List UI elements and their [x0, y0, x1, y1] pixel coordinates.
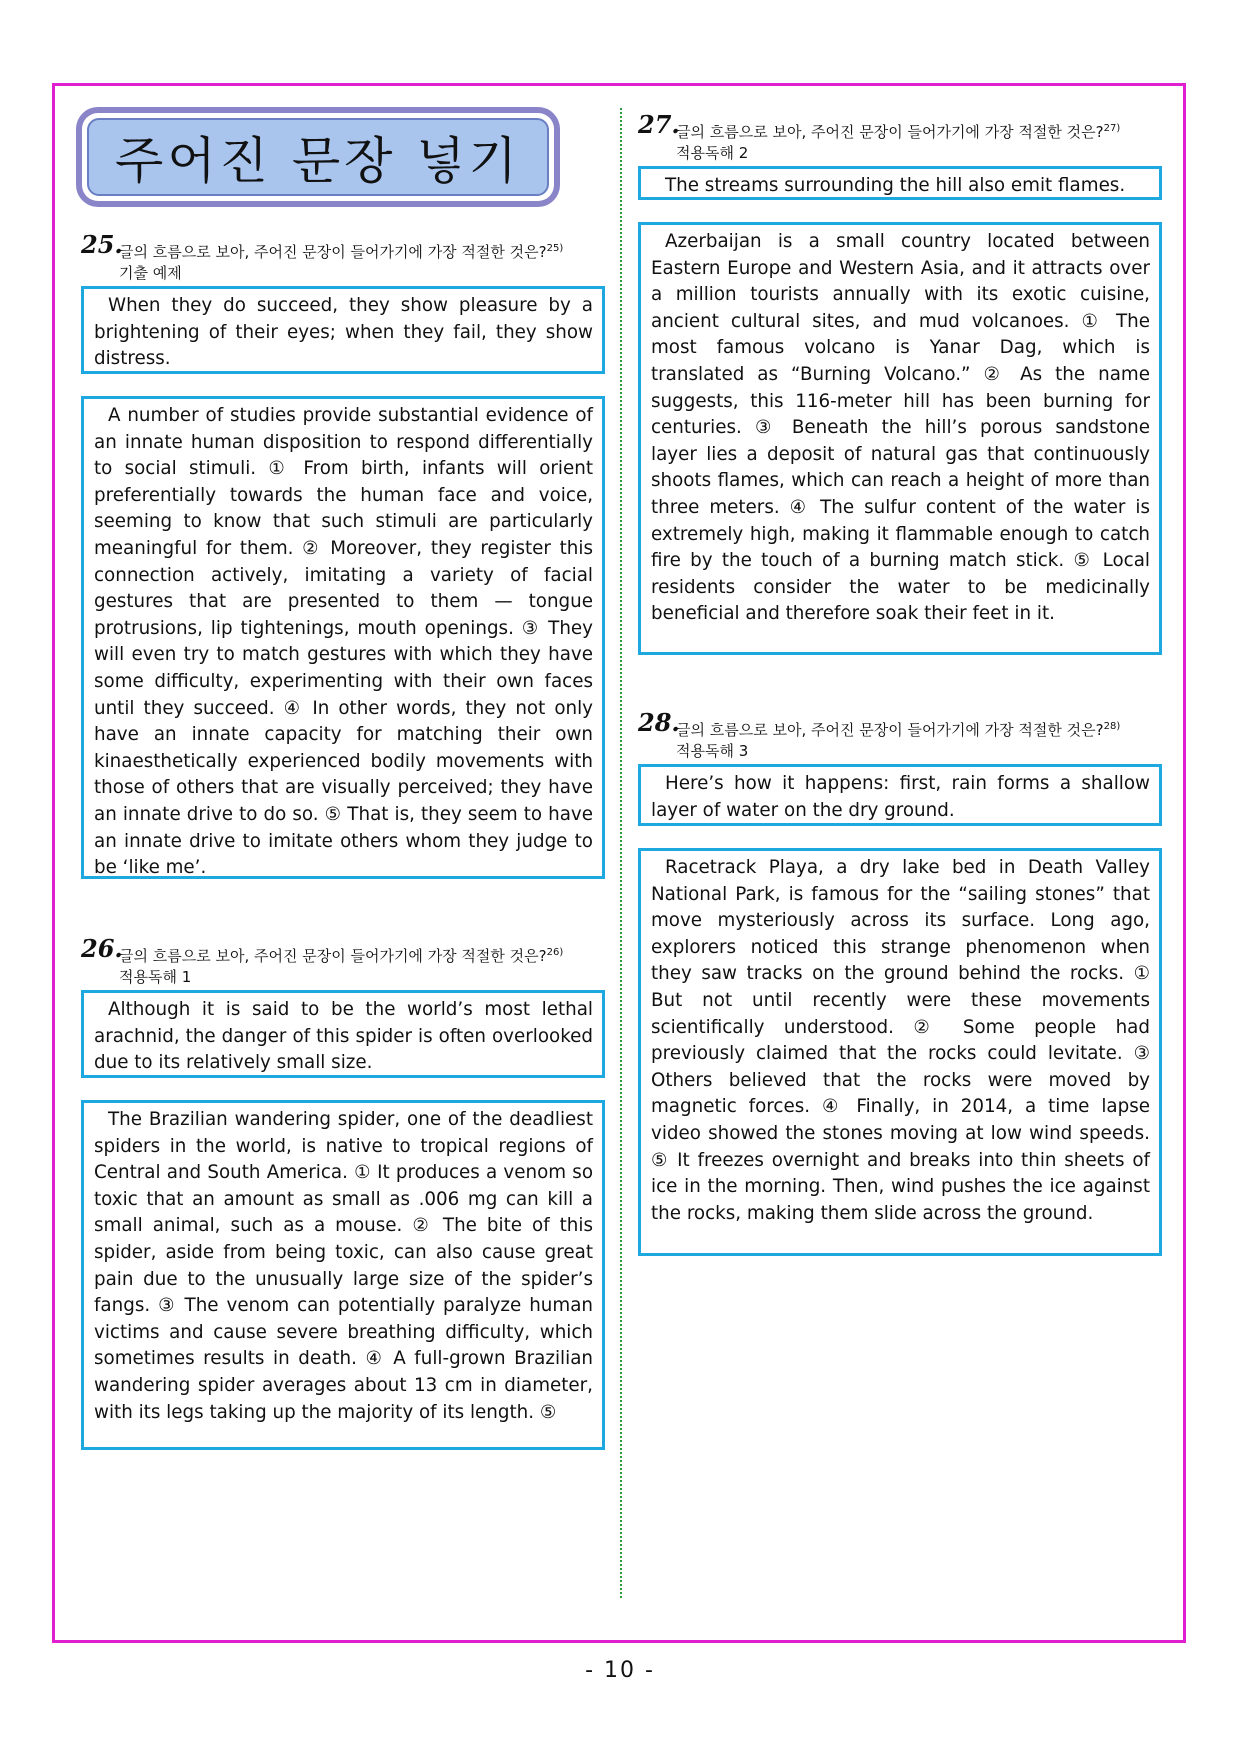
question-source: 기출 예제 — [119, 264, 182, 282]
passage-text: The Brazilian wandering spider, one of the deadliest spiders in the world, is native to tropical regions of Central and South America. ① It produces a venom so toxic that an amount as small as .006 mg can kill a small animal, such as a mouse. ② The bite of this spider, aside from being toxic, can also cause great pain due to the unusually large size of the spider’s fangs. ③ The venom can potentially paralyze human victims and cause severe breathing difficulty, which sometimes results in death. ④ A full-grown Brazilian wandering spider averages about 13 cm in diameter, with its legs taking up the majority of its length. ⑤ — [94, 1109, 593, 1423]
footnote-mark: 27) — [1103, 123, 1121, 134]
given-sentence: When they do succeed, they show pleasure by a brightening of their eyes; when they fail, they show distress. — [94, 295, 593, 370]
question-source: 적용독해 3 — [676, 742, 749, 760]
question-source: 적용독해 2 — [676, 144, 749, 162]
section-title-badge — [76, 107, 560, 207]
passage-text: A number of studies provide substantial evidence of an innate human disposition to respond differentially to social stimuli. ① From birth, infants will orient preferentially towards the human face and voice, seeming to know that such stimuli are particularly meaningful for them. ② Moreover, they register this connection actively, imitating a variety of facial gestures that are presented to them — tongue protrusions, lip tightenings, mouth openings. ③ They will even try to match gestures with which they have some difficulty, experimenting with their own faces until they succeed. ④ In other words, they not only have an innate capacity for matching their own kinaesthetically experienced bodily movements with those of others that are visually perceived; they have an innate drive to do so. ⑤ That is, they seem to have an innate drive to imitate others whom they judge to be ‘like me’. — [94, 405, 593, 879]
question-prompt — [119, 947, 563, 965]
question-header — [81, 934, 605, 988]
question-prompt — [119, 243, 563, 261]
given-sentence-box — [81, 286, 605, 374]
section-title-panel — [87, 118, 549, 196]
prompt-text: 글의 흐름으로 보아, 주어진 문장이 들어가기에 가장 적절한 것은? — [119, 243, 547, 261]
question-number: 26. — [81, 934, 123, 963]
question-prompt — [676, 721, 1120, 739]
question-header — [638, 708, 1162, 762]
given-sentence: Here’s how it happens: first, rain forms a shallow layer of water on the dry ground. — [651, 773, 1150, 821]
given-sentence-box — [81, 990, 605, 1078]
passage-box — [638, 848, 1162, 1256]
passage-text: Racetrack Playa, a dry lake bed in Death Valley National Park, is famous for the “sailing stones” that move mysteriously across its surface. Long ago, explorers noticed this strange phenomenon when they saw tracks on the ground behind the rocks. ① But not until recently were these movements scientifically understood. ② Some people had previously claimed that the rocks could levitate. ③ Others believed that the rocks were moved by magnetic forces. ④ Finally, in 2014, a time lapse video showed the stones moving at low wind speeds. ⑤ It freezes overnight and breaks into thin sheets of ice in the morning. Then, wind pushes the ice against the rocks, making them slide across the ground. — [651, 857, 1150, 1224]
passage-box — [81, 1100, 605, 1450]
given-sentence: The streams surrounding the hill also emit flames. — [665, 175, 1126, 196]
question-header — [81, 230, 605, 284]
section-title: 주어진 문장 넣기 — [115, 132, 521, 190]
question-number: 25. — [81, 230, 123, 259]
footnote-mark: 26) — [546, 947, 564, 958]
footnote-mark: 25) — [546, 243, 564, 254]
prompt-text: 글의 흐름으로 보아, 주어진 문장이 들어가기에 가장 적절한 것은? — [676, 721, 1104, 739]
given-sentence-box — [638, 764, 1162, 826]
question-number: 27. — [638, 110, 680, 139]
question-26 — [81, 934, 605, 1450]
prompt-text: 글의 흐름으로 보아, 주어진 문장이 들어가기에 가장 적절한 것은? — [119, 947, 547, 965]
section-title-frame — [82, 113, 554, 201]
prompt-text: 글의 흐름으로 보아, 주어진 문장이 들어가기에 가장 적절한 것은? — [676, 123, 1104, 141]
passage-text: Azerbaijan is a small country located between Eastern Europe and Western Asia, and it attracts over a million tourists annually with its exotic cuisine, ancient cultural sites, and mud volcanoes. ① The most famous volcano is Yanar Dag, which is translated as “Burning Volcano.” ② As the name suggests, this 116-meter hill has been burning for centuries. ③ Beneath the hill’s porous sandstone layer lies a deposit of natural gas that continuously shoots flames, which can reach a height of more than three meters. ④ The sulfur content of the water is extremely high, making it flammable enough to catch fire by the touch of a burning match stick. ⑤ Local residents consider the water to be medicinally beneficial and therefore soak their feet in it. — [651, 231, 1150, 625]
page-number: - 10 - — [585, 1658, 655, 1683]
given-sentence-box — [638, 166, 1162, 200]
given-sentence: Although it is said to be the world’s most lethal arachnid, the danger of this spider is often overlooked due to its relatively small size. — [94, 999, 593, 1074]
question-header — [638, 110, 1162, 164]
question-27 — [638, 110, 1162, 655]
question-28 — [638, 708, 1162, 1256]
passage-box — [81, 396, 605, 879]
question-number: 28. — [638, 708, 680, 737]
question-source: 적용독해 1 — [119, 968, 192, 986]
column-divider — [620, 108, 622, 1598]
passage-box — [638, 222, 1162, 655]
footnote-mark: 28) — [1103, 721, 1121, 732]
question-prompt — [676, 123, 1120, 141]
question-25 — [81, 230, 605, 879]
